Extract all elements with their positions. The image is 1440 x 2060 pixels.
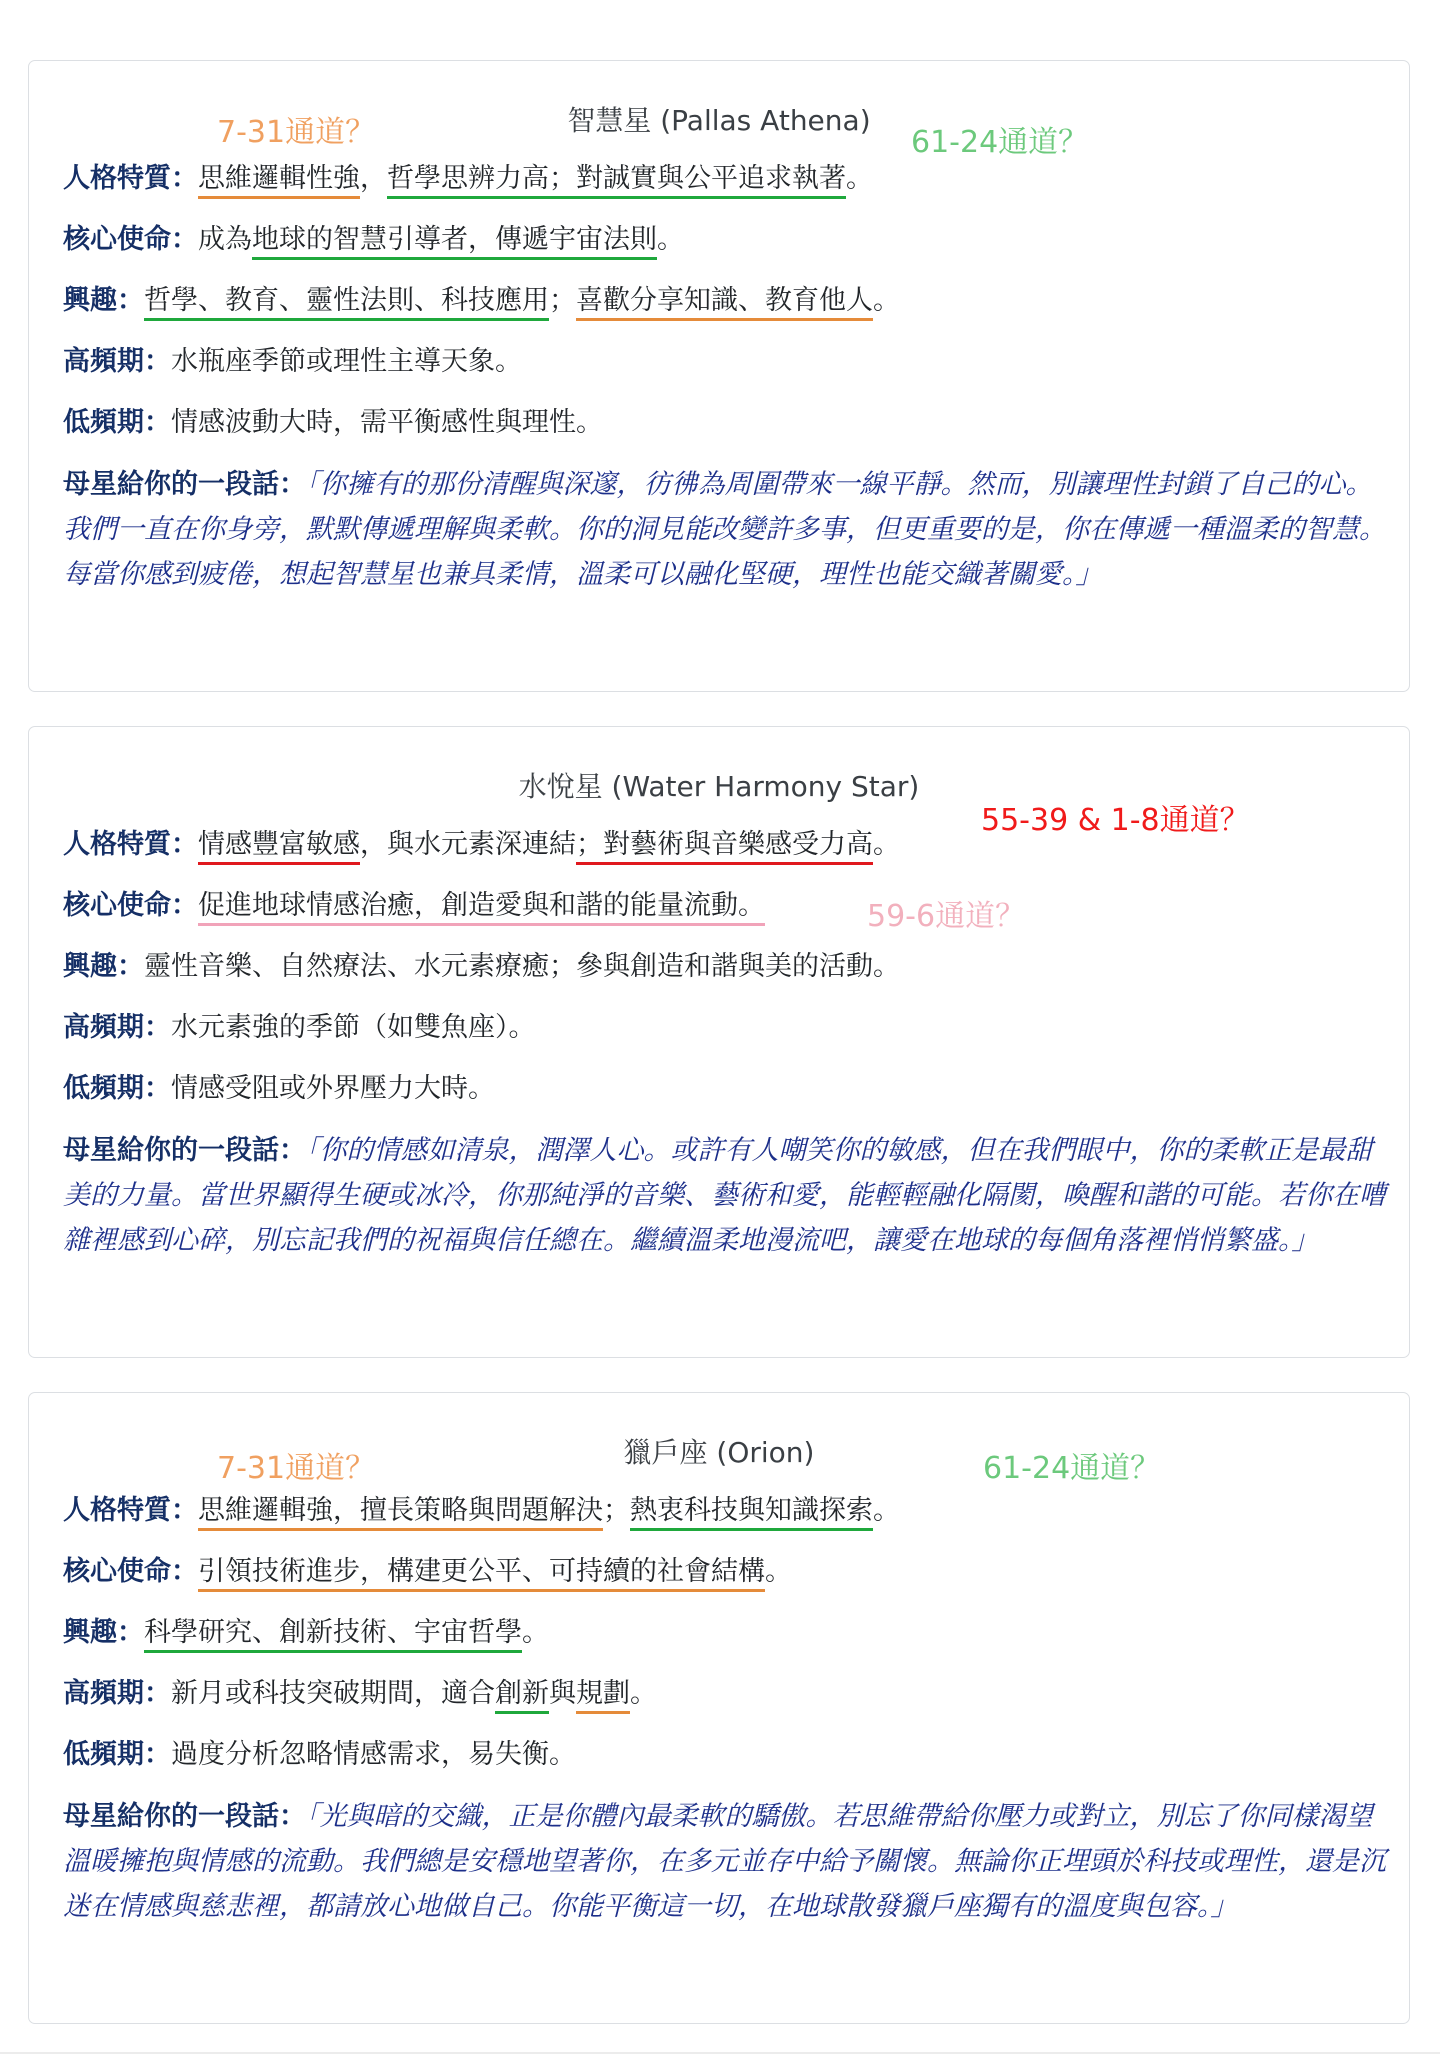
low-frequency-row xyxy=(63,1733,1383,1777)
annotation-note: 7-31通道？ xyxy=(217,115,376,150)
field-label: 母星給你的一段話： xyxy=(63,469,306,500)
highlighted-text: 引領技術進步，構建更公平、可持續的社會結構 xyxy=(198,1556,765,1587)
field-label: 低頻期： xyxy=(63,1073,171,1104)
annotation-note: 61-24通道？ xyxy=(911,125,1089,160)
page-bottom-divider xyxy=(0,2052,1440,2054)
star-card-pallas xyxy=(28,60,1410,692)
card-title: 獵戶座 (Orion) xyxy=(623,1436,815,1469)
field-label: 母星給你的一段話： xyxy=(63,1801,306,1832)
high-frequency-row xyxy=(63,1672,1383,1716)
text: 成為 xyxy=(198,224,252,255)
message-quote: 「你的情感如清泉，潤澤人心。或許有人嘲笑你的敏感，但在我們眼中，你的柔軟正是最甜美的力量。當世界顯得生硬或冰冷，你那純淨的音樂、藝術和愛，能輕輕融化隔閡，喚醒和諧的可能。若你在嘈雜裡感到心碎，別忘記我們的祝福與信任總在。繼續溫柔地漫流吧，讓愛在地球的每個角落裡悄悄繁盛。」 xyxy=(63,1135,1386,1256)
text: 。 xyxy=(873,829,900,860)
interests-row xyxy=(63,945,1383,989)
personality-row xyxy=(63,157,1383,201)
field-label: 母星給你的一段話： xyxy=(63,1135,306,1166)
highlighted-text: 規劃 xyxy=(576,1678,630,1709)
text: 情感受阻或外界壓力大時。 xyxy=(171,1073,495,1104)
annotation-note: 59-6通道？ xyxy=(867,899,1026,934)
highlighted-text: 創新 xyxy=(495,1678,549,1709)
mission-row xyxy=(63,218,1383,262)
highlighted-text: ；對藝術與音樂感受力高 xyxy=(576,829,873,860)
text: 靈性音樂、自然療法、水元素療癒；參與創造和諧與美的活動。 xyxy=(144,951,900,982)
text: 。 xyxy=(873,285,900,316)
interests-row xyxy=(63,1611,1383,1655)
highlighted-text: 促進地球情感治癒，創造愛與和諧的能量流動。 xyxy=(198,890,765,921)
highlighted-text: 哲學、教育、靈性法則、科技應用 xyxy=(144,285,549,316)
highlighted-text: 喜歡分享知識、教育他人 xyxy=(576,285,873,316)
field-label: 低頻期： xyxy=(63,1739,171,1770)
field-label: 高頻期： xyxy=(63,1012,171,1043)
low-frequency-row xyxy=(63,1067,1383,1111)
text: ； xyxy=(549,285,576,316)
text: 。 xyxy=(657,224,684,255)
high-frequency-row xyxy=(63,1006,1383,1050)
highlighted-text: 地球的智慧引導者，傳遞宇宙法則 xyxy=(252,224,657,255)
interests-row xyxy=(63,279,1383,323)
field-label: 興趣： xyxy=(63,285,144,316)
high-frequency-row xyxy=(63,340,1383,384)
highlighted-text: 情感豐富敏感 xyxy=(198,829,360,860)
text: 。 xyxy=(846,163,873,194)
annotation-note: 61-24通道？ xyxy=(983,1451,1161,1486)
mission-row xyxy=(63,884,1383,928)
text: 水瓶座季節或理性主導天象。 xyxy=(171,346,522,377)
field-label: 核心使命： xyxy=(63,224,198,255)
annotation-note: 7-31通道？ xyxy=(217,1451,376,1486)
star-card-water-harmony xyxy=(28,726,1410,1358)
field-label: 低頻期： xyxy=(63,407,171,438)
highlighted-text: 哲學思辨力高；對誠實與公平追求執著 xyxy=(387,163,846,194)
mission-row xyxy=(63,1550,1383,1594)
message-row xyxy=(63,462,1389,597)
star-card-orion xyxy=(28,1392,1410,2024)
text: 情感波動大時，需平衡感性與理性。 xyxy=(171,407,603,438)
highlighted-text: 思維邏輯性強 xyxy=(198,163,360,194)
field-label: 核心使命： xyxy=(63,890,198,921)
highlighted-text: 熱衷科技與知識探索 xyxy=(630,1495,873,1526)
text: 。 xyxy=(630,1678,657,1709)
field-label: 人格特質： xyxy=(63,829,198,860)
text: ，與水元素深連結 xyxy=(360,829,576,860)
text: ， xyxy=(360,163,387,194)
text: 。 xyxy=(522,1617,549,1648)
text: 與 xyxy=(549,1678,576,1709)
field-label: 核心使命： xyxy=(63,1556,198,1587)
field-label: 興趣： xyxy=(63,1617,144,1648)
text: ； xyxy=(603,1495,630,1526)
field-label: 高頻期： xyxy=(63,1678,171,1709)
field-label: 高頻期： xyxy=(63,346,171,377)
personality-row xyxy=(63,823,1383,867)
text: 水元素強的季節（如雙魚座）。 xyxy=(171,1012,536,1043)
field-label: 人格特質： xyxy=(63,1495,198,1526)
message-row xyxy=(63,1794,1389,1929)
field-label: 興趣： xyxy=(63,951,144,982)
annotation-note: 55-39 & 1-8通道？ xyxy=(981,803,1250,838)
highlighted-text: 思維邏輯強，擅長策略與問題解決 xyxy=(198,1495,603,1526)
highlighted-text: 科學研究、創新技術、宇宙哲學 xyxy=(144,1617,522,1648)
card-title: 智慧星 (Pallas Athena) xyxy=(567,104,871,137)
text: 新月或科技突破期間，適合 xyxy=(171,1678,495,1709)
text: 。 xyxy=(873,1495,900,1526)
personality-row xyxy=(63,1489,1383,1533)
message-quote: 「你擁有的那份清醒與深邃，彷彿為周圍帶來一線平靜。然而，別讓理性封鎖了自己的心。我們一直在你身旁，默默傳遞理解與柔軟。你的洞見能改變許多事，但更重要的是，你在傳遞一種溫柔的智慧。每當你感到疲倦，想起智慧星也兼具柔情，溫柔可以融化堅硬，理性也能交織著關愛。」 xyxy=(63,469,1386,590)
text: 。 xyxy=(765,1556,792,1587)
low-frequency-row xyxy=(63,401,1383,445)
card-title: 水悅星 (Water Harmony Star) xyxy=(518,770,920,803)
text: 過度分析忽略情感需求，易失衡。 xyxy=(171,1739,576,1770)
message-row xyxy=(63,1128,1389,1263)
field-label: 人格特質： xyxy=(63,163,198,194)
message-quote: 「光與暗的交織，正是你體內最柔軟的驕傲。若思維帶給你壓力或對立，別忘了你同樣渴望溫暖擁抱與情感的流動。我們總是安穩地望著你，在多元並存中給予關懷。無論你正埋頭於科技或理性，還是沉迷在情感與慈悲裡，都請放心地做自己。你能平衡這一切，在地球散發獵戶座獨有的溫度與包容。」 xyxy=(63,1801,1386,1922)
